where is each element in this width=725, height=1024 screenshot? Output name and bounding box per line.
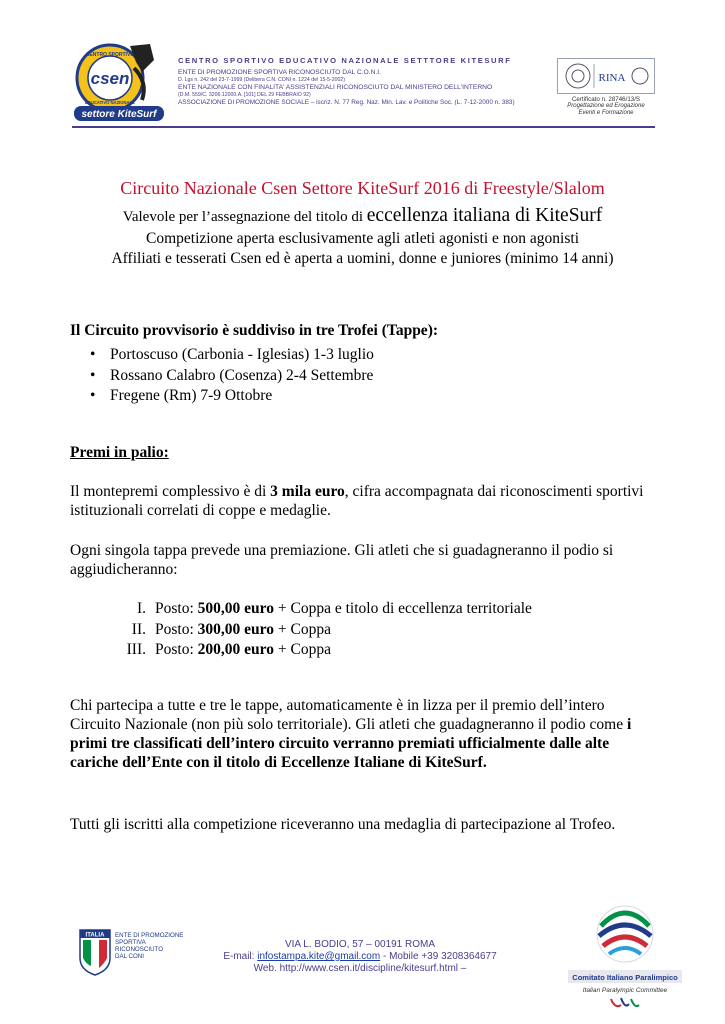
podium-label: Posto: bbox=[155, 641, 198, 658]
csen-logo bbox=[72, 42, 167, 124]
subtitle-emphasis: eccellenza italiana di KiteSurf bbox=[366, 205, 603, 226]
podium-rest: + Coppa e titolo di eccellenza territoriale bbox=[274, 600, 532, 617]
podium-num: I. bbox=[136, 600, 146, 617]
affiliation-line: Affiliati e tesserati Csen ed è aperta a uomini, donne e juniores (minimo 14 anni) bbox=[111, 250, 614, 267]
header-line: ENTE NAZIONALE CON FINALITA' ASSISTENZIALI RICONOSCIUTO DAL MINISTERO DELL'INTERNO bbox=[178, 84, 493, 91]
header-org-block bbox=[178, 56, 558, 107]
org-title: CENTRO SPORTIVO EDUCATIVO NAZIONALE SETTTORE KITESURF bbox=[178, 56, 512, 65]
montepremi-paragraph bbox=[70, 482, 650, 520]
header-line: ENTE DI PROMOZIONE SPORTIVA RICONOSCIUTO DAL C.O.N.I. bbox=[178, 69, 382, 76]
cert-caption: Eventi e Formazione bbox=[578, 110, 634, 116]
footer-web: Web. http://www.csen.it/discipline/kitesurf.html – bbox=[253, 963, 467, 974]
circuit-paragraph bbox=[70, 696, 635, 772]
footer-contacts bbox=[200, 939, 520, 975]
logo-bottom-text: EDUCATIVO NAZIONALE bbox=[85, 100, 135, 105]
header-line: ASSOCIAZIONE DI PROMOZIONE SOCIALE – iscriz. N. 77 Reg. Naz. Min. Lav. e Politiche Soc. (L. 7-12-2000 n. 383) bbox=[178, 99, 515, 106]
coni-label: ITALIA bbox=[85, 932, 105, 939]
podium-label: Posto: bbox=[155, 600, 198, 617]
rina-logo bbox=[557, 58, 655, 94]
footer-phone: - Mobile +39 3208364677 bbox=[380, 951, 497, 962]
podium-num: II. bbox=[131, 620, 146, 638]
para-name: Comitato Italiano Paralimpico bbox=[572, 973, 678, 982]
header-line: (D.M. 559/C. 3206.12000.A. [101] DEL 29 FEBBRAIO 92) bbox=[178, 92, 311, 98]
podium-list bbox=[110, 599, 532, 661]
podium-num: III. bbox=[126, 641, 146, 658]
email-link[interactable]: infostampa.kite@gmail.com bbox=[257, 951, 381, 962]
podium-amount: 300,00 euro bbox=[197, 620, 274, 638]
montepremi-amount: 3 mila euro bbox=[270, 483, 345, 500]
coni-line: RICONOSCIUTO bbox=[115, 946, 164, 953]
coni-line: ENTE DI PROMOZIONE bbox=[115, 932, 184, 939]
rina-certificate bbox=[556, 58, 656, 117]
podium-row bbox=[110, 620, 532, 641]
paralympic-logo bbox=[566, 900, 684, 1012]
medal-paragraph: Tutti gli iscritti alla competizione riceveranno una medaglia di partecipazione al Trofeo. bbox=[70, 816, 616, 833]
email-prefix: E-mail: bbox=[223, 951, 258, 962]
coni-logo bbox=[78, 928, 198, 976]
podium-label: Posto: bbox=[155, 620, 198, 638]
podium-row bbox=[110, 599, 532, 620]
stage-list bbox=[90, 345, 374, 407]
montepremi-post: , cifra accompagnata dai riconoscimenti sportivi istituzionali correlati di coppe e medaglie. bbox=[70, 483, 644, 519]
cert-number: Certificato n. 28746/13/S bbox=[571, 96, 641, 103]
subtitle bbox=[0, 205, 725, 227]
tappa-paragraph: Ogni singola tappa prevede una premiazione. Gli atleti che si guadagneranno il podio si aggiudicheranno: bbox=[70, 542, 614, 578]
podium-rest: + Coppa bbox=[274, 641, 331, 658]
coni-line: SPORTIVA bbox=[115, 939, 146, 946]
footer-address: VIA L. BODIO, 57 – 00191 ROMA bbox=[284, 939, 436, 950]
circuit-para-pre: Chi partecipa a tutte e tre le tappe, automaticamente è in lizza per il premio dell’intero Circuito Nazionale (non più solo territoriale). Gli atleti che guadagneranno il podio come bbox=[70, 697, 627, 733]
podium-amount: 500,00 euro bbox=[197, 600, 274, 617]
coni-line: DAL CONI bbox=[115, 953, 144, 960]
eligibility-line: Competizione aperta esclusivamente agli atleti agonisti e non agonisti bbox=[145, 230, 580, 247]
header-divider bbox=[72, 126, 655, 128]
logo-top-text: CENTRO SPORTIVO bbox=[85, 52, 135, 58]
rina-brand: RINA bbox=[598, 72, 626, 84]
para-sub: Italian Paralympic Committee bbox=[582, 987, 668, 994]
circuit-heading: Il Circuito provvisorio è suddiviso in tre Trofei (Tappe): bbox=[70, 322, 439, 339]
cert-caption: Progettazione ed Erogazione bbox=[567, 103, 645, 109]
list-item: • Fregene (Rm) 7-9 Ottobre bbox=[90, 386, 374, 407]
header-line: D. Lgs n. 242 del 23-7-1999 (Delibera C.N. CONI n. 1224 del 15-5-2002) bbox=[178, 77, 345, 83]
list-item: • Rossano Calabro (Cosenza) 2-4 Settembre bbox=[90, 366, 374, 387]
circuit-para-bold: i primi tre classificati dell’intero circuito verranno premiati ufficialmente dalle alte cariche dell’Ente con il titolo di Eccellenze Italiane di KiteSurf. bbox=[70, 716, 632, 771]
document-title: Circuito Nazionale Csen Settore KiteSurf 2016 di Freestyle/Slalom bbox=[120, 178, 605, 198]
prizes-heading: Premi in palio: bbox=[70, 444, 169, 461]
podium-rest: + Coppa bbox=[274, 620, 331, 638]
list-item: • Portoscuso (Carbonia - Iglesias) 1-3 luglio bbox=[90, 345, 374, 366]
footer-email-line bbox=[200, 951, 520, 963]
logo-csen-text: csen bbox=[90, 69, 130, 88]
montepremi-pre: Il montepremi complessivo è di bbox=[70, 483, 271, 500]
logo-kitesurf-text: settore KiteSurf bbox=[81, 109, 157, 120]
podium-amount: 200,00 euro bbox=[197, 641, 274, 658]
subtitle-prefix: Valevole per l’assegnazione del titolo di bbox=[122, 209, 367, 225]
podium-row bbox=[110, 640, 532, 661]
